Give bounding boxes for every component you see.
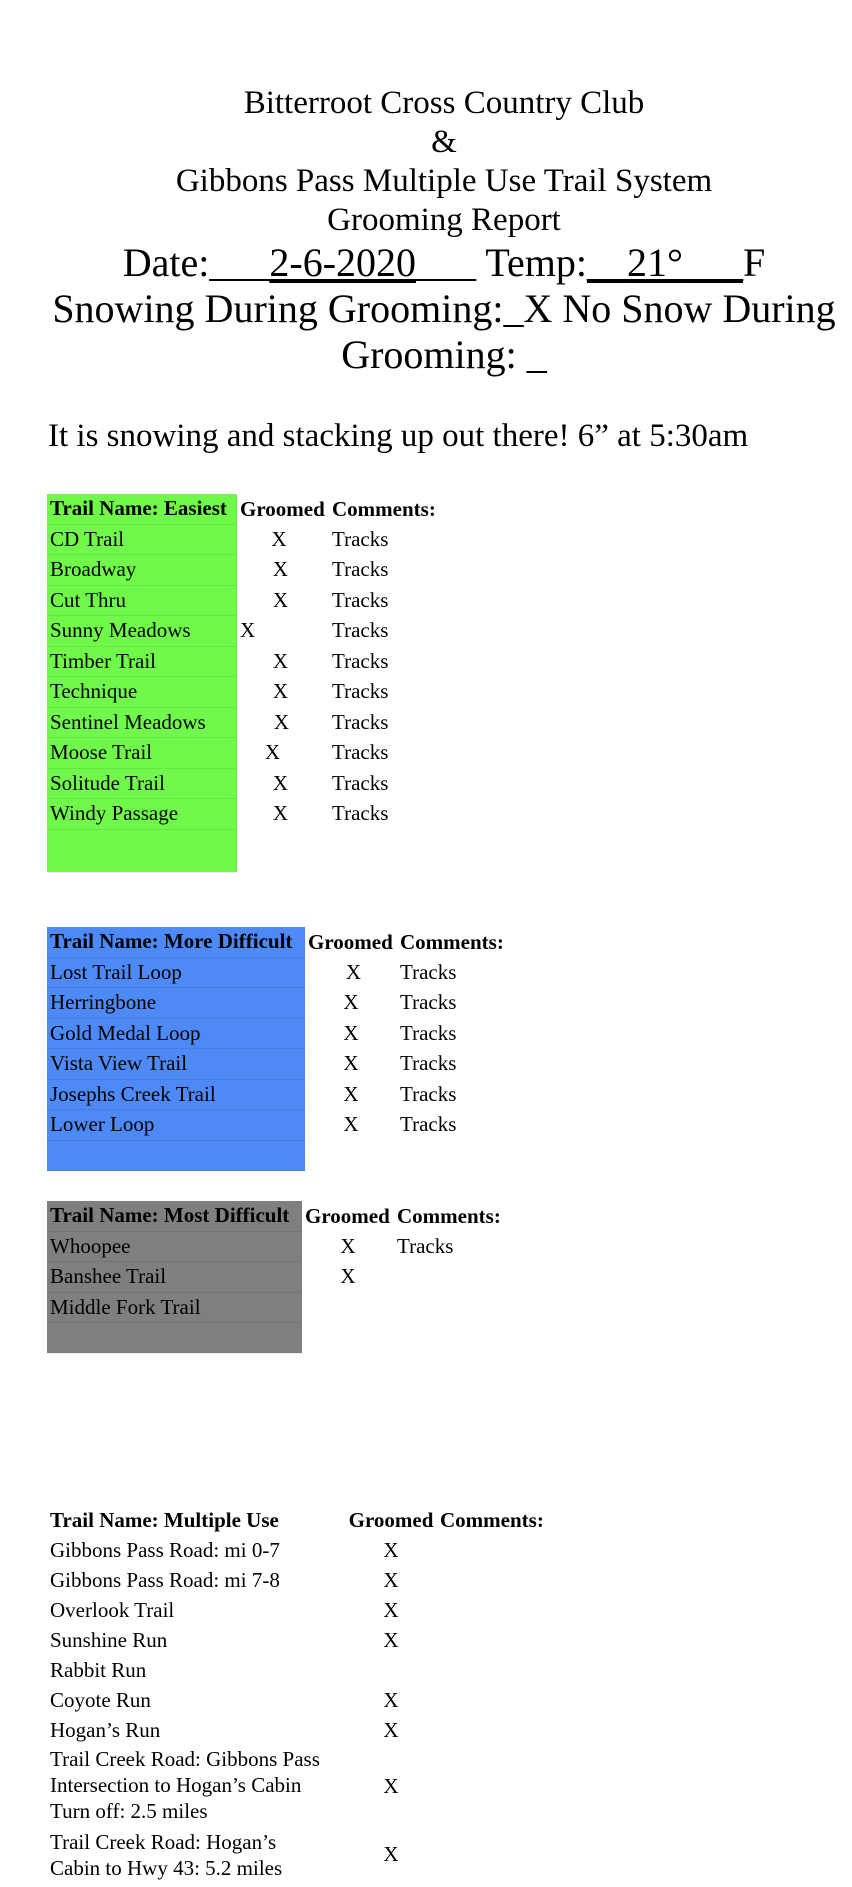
col-header-trail-name: Trail Name: Easiest <box>47 494 237 524</box>
table-row-empty <box>47 1323 504 1354</box>
trail-comments <box>437 1655 547 1685</box>
date-pre-blank: ___ <box>209 240 270 285</box>
table-row <box>47 1110 507 1141</box>
trail-name: Overlook Trail <box>50 1598 175 1622</box>
groomed-mark: X <box>383 1628 399 1652</box>
groomed-mark: X <box>383 1568 399 1592</box>
ampersand: & <box>431 124 457 160</box>
table-row <box>47 1715 547 1745</box>
empty-cell <box>394 1323 504 1354</box>
col-header-trail-name: Trail Name: Most Difficult <box>47 1201 302 1231</box>
trail-name: Lower Loop <box>47 1110 305 1141</box>
trail-comments: Tracks <box>332 740 389 765</box>
table-row <box>47 1292 504 1323</box>
col-header-comments: Comments: <box>400 929 504 954</box>
table-row <box>47 1079 507 1110</box>
snowing-value: _X <box>503 286 553 331</box>
trail-comments: Tracks <box>332 709 389 734</box>
trail-name: Rabbit Run <box>50 1658 147 1682</box>
groomed-mark: X <box>271 526 287 551</box>
date-post-blank: ___ <box>416 240 477 285</box>
col-header-comments: Comments: <box>397 1203 501 1228</box>
groomed-mark: X <box>272 770 289 795</box>
groomed-mark: X <box>272 679 289 704</box>
groomed-mark: X <box>343 1081 359 1106</box>
empty-cell <box>237 829 329 872</box>
table-row <box>47 1262 504 1293</box>
table-row <box>47 957 507 988</box>
trail-comments: Tracks <box>332 679 389 704</box>
empty-cell <box>397 1140 507 1171</box>
groomed-mark: X <box>343 1020 359 1045</box>
table-row <box>47 646 439 677</box>
table-row <box>47 1018 507 1049</box>
trail-system-name: Gibbons Pass Multiple Use Trail System <box>175 163 713 199</box>
trail-name: Banshee Trail <box>47 1262 302 1293</box>
trail-name: Gibbons Pass Road: mi 0-7 <box>50 1538 280 1562</box>
trail-comments: Tracks <box>400 959 457 984</box>
col-header-trail-name: Trail Name: Multiple Use <box>50 1508 279 1532</box>
col-header-groomed: Groomed <box>348 1508 434 1532</box>
col-header-comments: Comments: <box>440 1508 544 1532</box>
temp-label: Temp: <box>485 240 587 285</box>
trail-comments: Tracks <box>400 1112 457 1137</box>
trail-comments: Tracks <box>332 801 389 826</box>
col-header-groomed: Groomed <box>240 496 325 521</box>
table-row <box>47 1625 547 1655</box>
empty-cell <box>329 829 439 872</box>
trail-name: Middle Fork Trail <box>47 1292 302 1323</box>
groomed-mark <box>345 1655 437 1685</box>
empty-cell <box>47 1323 302 1354</box>
trail-name: CD Trail <box>47 524 237 555</box>
no-snow-label-2: Grooming: <box>341 332 517 377</box>
trail-comments: Tracks <box>400 1020 457 1045</box>
table-row <box>47 1231 504 1262</box>
groomed-mark: X <box>273 709 290 734</box>
groomed-mark: X <box>383 1774 399 1798</box>
trail-name: Gold Medal Loop <box>47 1018 305 1049</box>
trail-name: Timber Trail <box>47 646 237 677</box>
conditions-note: It is snowing and stacking up out there! 6” at 5:30am <box>48 418 749 454</box>
col-header-trail-name: Trail Name: More Difficult <box>47 927 305 957</box>
trail-name: Hogan’s Run <box>50 1718 161 1742</box>
trail-name: Technique <box>47 677 237 708</box>
groomed-mark: X <box>383 1688 399 1712</box>
most-difficult-trails-table <box>47 1201 504 1354</box>
temp-post-blank: ___ <box>682 240 743 285</box>
trail-comments <box>437 1625 547 1655</box>
table-row <box>47 616 439 647</box>
trail-comments <box>437 1715 547 1745</box>
groomed-mark: X <box>272 587 289 612</box>
groomed-mark: X <box>383 1538 399 1562</box>
trail-comments: Tracks <box>332 618 389 643</box>
table-row <box>47 1685 547 1715</box>
groomed-mark <box>302 1292 394 1323</box>
empty-cell <box>47 1140 305 1171</box>
easiest-trails-table <box>47 494 439 873</box>
table-row <box>47 1535 547 1565</box>
table-row <box>47 1655 547 1685</box>
table-row <box>47 1827 547 1881</box>
trail-comments <box>437 1685 547 1715</box>
col-header-groomed: Groomed <box>305 1203 390 1228</box>
table-row <box>47 768 439 799</box>
trail-comments: Tracks <box>397 1233 454 1258</box>
more-difficult-trails-table <box>47 927 507 1171</box>
report-header <box>0 84 852 378</box>
table-row-empty <box>47 829 439 872</box>
table-header-row <box>47 927 507 957</box>
trail-comments: Tracks <box>400 990 457 1015</box>
snow-status-line-2 <box>0 332 852 378</box>
table-row <box>47 738 439 769</box>
trail-comments: Tracks <box>400 1081 457 1106</box>
trail-comments <box>394 1262 504 1293</box>
table-row <box>47 1565 547 1595</box>
trail-name: Herringbone <box>47 988 305 1019</box>
temp-value: 21° <box>626 240 683 285</box>
trail-name: Coyote Run <box>50 1688 151 1712</box>
trail-comments: Tracks <box>332 587 389 612</box>
report-title: Grooming Report <box>327 202 561 238</box>
col-header-groomed: Groomed <box>308 929 393 954</box>
trail-name: Vista View Trail <box>47 1049 305 1080</box>
table-row <box>47 799 439 830</box>
trail-comments <box>437 1745 547 1827</box>
table-row <box>47 1049 507 1080</box>
snow-status-line <box>0 286 852 332</box>
groomed-mark: X <box>345 959 362 984</box>
no-snow-label: No Snow During <box>562 286 836 331</box>
table-row <box>47 707 439 738</box>
trail-name: Broadway <box>47 555 237 586</box>
temp-unit: F <box>742 240 766 285</box>
snowing-label: Snowing During Grooming: <box>52 286 504 331</box>
trail-comments: Tracks <box>332 648 389 673</box>
groomed-mark: X <box>340 1264 356 1289</box>
groomed-mark: X <box>264 740 281 765</box>
trail-name: Solitude Trail <box>47 768 237 799</box>
no-snow-value: _ <box>526 332 547 377</box>
trail-comments: Tracks <box>332 557 389 582</box>
trail-name: Moose Trail <box>47 738 237 769</box>
multiple-use-trails-table <box>47 1505 547 1881</box>
club-name: Bitterroot Cross Country Club <box>243 85 645 121</box>
table-header-row <box>47 494 439 524</box>
groomed-mark: X <box>343 1051 359 1076</box>
trail-name: Whoopee <box>47 1231 302 1262</box>
trail-comments <box>437 1827 547 1881</box>
table-row <box>47 524 439 555</box>
trail-comments <box>437 1565 547 1595</box>
groomed-mark: X <box>383 1842 399 1866</box>
trail-name: Gibbons Pass Road: mi 7-8 <box>50 1568 280 1592</box>
empty-cell <box>47 829 237 872</box>
table-row <box>47 677 439 708</box>
trail-name: Cut Thru <box>47 585 237 616</box>
groomed-mark: X <box>343 1112 359 1137</box>
empty-cell <box>305 1140 397 1171</box>
trail-name: Lost Trail Loop <box>47 957 305 988</box>
groomed-mark: X <box>272 648 289 673</box>
trail-comments: Tracks <box>400 1051 457 1076</box>
groomed-mark: X <box>383 1598 399 1622</box>
trail-name: Josephs Creek Trail <box>47 1079 305 1110</box>
trail-comments <box>394 1292 504 1323</box>
groomed-mark: X <box>272 801 289 826</box>
trail-name: Sunshine Run <box>50 1628 168 1652</box>
table-header-row <box>47 1201 504 1231</box>
trail-name: Sunny Meadows <box>47 616 237 647</box>
groomed-mark: X <box>272 557 289 582</box>
empty-cell <box>302 1323 394 1354</box>
col-header-comments: Comments: <box>332 496 436 521</box>
table-row <box>47 555 439 586</box>
trail-name: Trail Creek Road: Gibbons Pass Intersection to Hogan’s Cabin Turn off: 2.5 miles <box>50 1747 320 1823</box>
trail-name: Windy Passage <box>47 799 237 830</box>
date-label: Date: <box>122 240 210 285</box>
trail-name: Sentinel Meadows <box>47 707 237 738</box>
table-row <box>47 1745 547 1827</box>
table-row-empty <box>47 1140 507 1171</box>
table-row <box>47 585 439 616</box>
trail-comments: Tracks <box>332 526 389 551</box>
table-row <box>47 1595 547 1625</box>
date-temp-line <box>0 240 852 286</box>
groomed-mark: X <box>343 990 359 1015</box>
trail-comments <box>437 1595 547 1625</box>
trail-comments: Tracks <box>332 770 389 795</box>
groomed-mark: X <box>340 1233 356 1258</box>
date-value: 2-6-2020 <box>269 240 417 285</box>
groomed-mark: X <box>240 618 256 643</box>
temp-pre-blank: __ <box>586 240 627 285</box>
table-header-row <box>47 1505 547 1535</box>
groomed-mark: X <box>383 1718 399 1742</box>
trail-name: Trail Creek Road: Hogan’s Cabin to Hwy 43: 5.2 miles <box>50 1830 283 1880</box>
table-row <box>47 988 507 1019</box>
trail-comments <box>437 1535 547 1565</box>
